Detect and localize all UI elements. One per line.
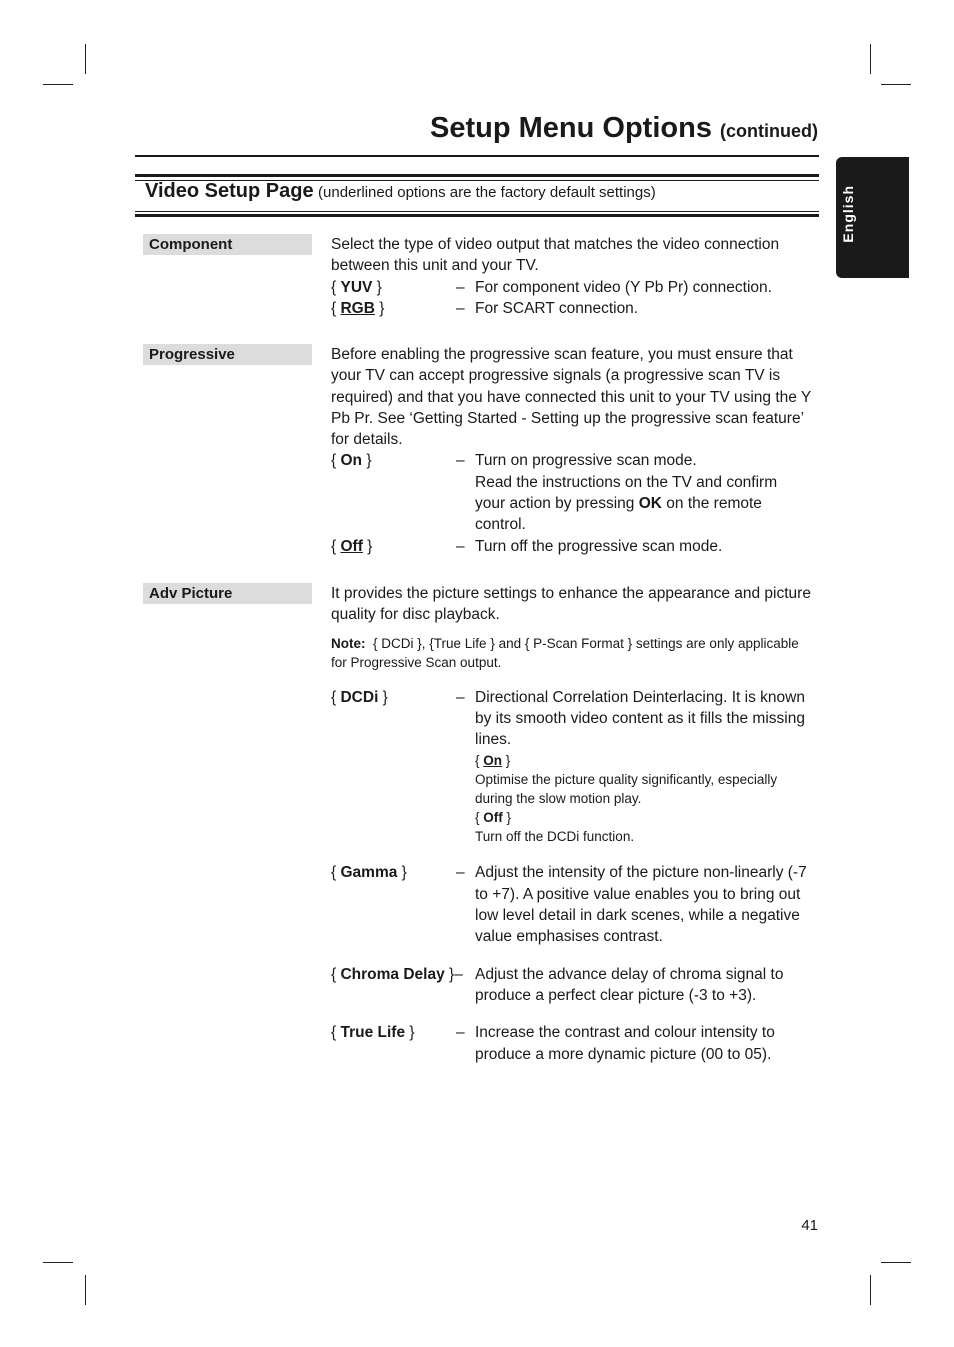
option-yuv: { YUV } – For component video (Y Pb Pr) connection. [331, 277, 811, 298]
note-text: { DCDi }, {True Life } and { P-Scan Format } settings are only applicable for Progressive Scan output. [331, 635, 799, 670]
option-rgb: { RGB } – For SCART connection. [331, 298, 811, 319]
note [331, 634, 811, 672]
crop-mark [881, 1262, 911, 1263]
option-true-life: { True Life } – Increase the contrast and colour intensity to produce a more dynamic picture (00 to 05). [331, 1022, 811, 1065]
adv-picture-block [331, 583, 811, 1065]
page-title [430, 112, 818, 145]
option-chroma-delay [331, 964, 811, 1007]
page-title-continued: (continued) [720, 121, 818, 141]
sub-option-off: { Off } [475, 810, 512, 826]
option-key: { On } [331, 452, 372, 470]
option-desc: Turn on progressive scan mode. Read the instructions on the TV and confirm your action by pressing OK on the remote control. [475, 452, 778, 534]
section-title: Video Setup Page [145, 180, 314, 202]
crop-mark [870, 44, 871, 74]
option-desc: For SCART connection. [475, 299, 639, 317]
progressive-block [331, 344, 811, 557]
title-rule [135, 155, 819, 157]
option-key: { Chroma Delay }– [331, 965, 463, 983]
component-label: Component [143, 234, 312, 255]
language-tab-label: English [840, 185, 856, 243]
option-desc: Adjust the intensity of the picture non-linearly (-7 to +7). A positive value enables you to bring out low level detail in dark scenes, while a negative value emphasises contrast. [475, 864, 807, 946]
crop-mark [43, 84, 73, 85]
component-intro: Select the type of video output that matches the video connection between this unit and your TV. [331, 236, 780, 275]
option-desc: Directional Correlation Deinterlacing. It is known by its smooth video content as it fills the missing lines. { On } Optimise the picture quality significantly, especially during the slow motion play. { Off } Turn off the DCDi function. [475, 687, 811, 847]
crop-mark [85, 44, 86, 74]
component-block [331, 234, 811, 319]
option-desc: Increase the contrast and colour intensity to produce a more dynamic picture (00 to 05). [475, 1024, 775, 1063]
option-key: { Off } [331, 537, 373, 555]
option-key: { DCDi } [331, 688, 388, 706]
option-desc: Adjust the advance delay of chroma signal to produce a perfect clear picture (-3 to +3). [475, 965, 784, 1004]
section-rule-bottom [135, 214, 819, 217]
option-desc: For component video (Y Pb Pr) connection. [475, 278, 772, 296]
sub-option-desc: Optimise the picture quality significantly, especially during the slow motion play. [475, 772, 778, 807]
option-gamma: { Gamma } – Adjust the intensity of the picture non-linearly (-7 to +7). A positive value enables you to bring out low level detail in dark scenes, while a negative value emphasises contrast. [331, 862, 811, 947]
crop-mark [881, 84, 911, 85]
option-key: { RGB } [331, 299, 385, 317]
sub-option-on: { On } [475, 753, 511, 769]
section-rule-bottom-thin [135, 211, 819, 212]
section-rule-top [135, 174, 819, 177]
crop-mark [85, 1275, 86, 1305]
section-subtitle: (underlined options are the factory default settings) [318, 184, 656, 201]
note-label: Note: [331, 635, 366, 651]
option-desc: Turn off the progressive scan mode. [475, 537, 723, 555]
adv-picture-label: Adv Picture [143, 583, 312, 604]
option-key: { YUV } [331, 278, 382, 296]
crop-mark [43, 1262, 73, 1263]
option-key: { True Life } [331, 1024, 415, 1042]
sub-option-desc: Turn off the DCDi function. [475, 829, 635, 845]
adv-picture-intro: It provides the picture settings to enhance the appearance and picture quality for disc playback. [331, 585, 811, 624]
option-key: { Gamma } [331, 864, 407, 882]
progressive-label: Progressive [143, 344, 312, 365]
language-tab [836, 157, 909, 278]
crop-mark [870, 1275, 871, 1305]
section-heading [145, 180, 656, 203]
option-on: { On } – Turn on progressive scan mode. Read the instructions on the TV and confirm your action by pressing OK on the remote control. [331, 450, 811, 535]
option-off: { Off } – Turn off the progressive scan mode. [331, 536, 811, 557]
page-title-text: Setup Menu Options [430, 112, 712, 144]
progressive-intro: Before enabling the progressive scan feature, you must ensure that your TV can accept progressive signals (a progressive scan TV is required) and that you have connected this unit to your TV using the Y Pb Pr. See ‘Getting Started - Setting up the progressive scan feature’ for details. [331, 346, 811, 449]
page-number: 41 [801, 1217, 818, 1234]
option-dcdi: { DCDi } – Directional Correlation Deinterlacing. It is known by its smooth video content as it fills the missing lines. { On } Optimise the picture quality significantly, especially during the slow motion play. { Off } Turn off the DCDi function. [331, 687, 811, 847]
